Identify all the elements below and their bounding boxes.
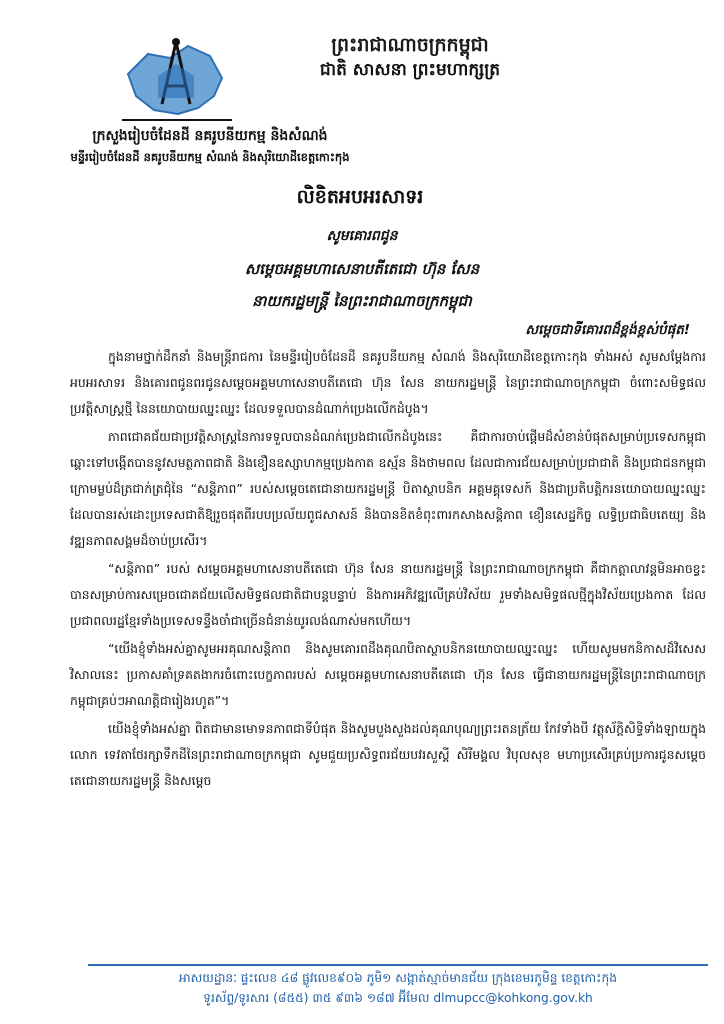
footer-contact: ទូរស័ព្ទ/ទូរសារ (៨៥៥) ៣៥ ៩៣៦ ១៨៧ អ៊ីមែល dlmupcc@kohkong.gov.kh <box>203 991 593 1005</box>
kingdom-heading: ព្រះរាជាណាចក្រកម្ពុជា <box>331 34 489 56</box>
body-paragraph: ក្នុងនាមថ្នាក់ដឹកនាំ និងមន្ត្រីរាជការ នៃមន្ទីររៀបចំដែនដី នគរូបនីយកម្ម សំណង់ និងសុរិយោដីខេត្តកោះកុង ទាំងអស់ សូមសម្តែងការអបអរសាទរ និងគោរពជូនពរជូនសម្តេចអគ្គមហាសេនាបតីតេជោ ហ៊ុន សែន នាយករដ្ឋមន្ត្រី នៃព្រះរាជាណាចក្រកម្ពុជា ចំពោះសមិទ្ធផលប្រវត្តិសាស្ត្រថ្មី នៃនយោបាយឈ្នះឈ្នះ ដែលទទួលបានដំណាក់ប្រេងលើកដំបូង។ <box>70 349 706 416</box>
ministry-name: ក្រសួងរៀបចំដែនដី នគរូបនីយកម្ម និងសំណង់ <box>92 128 328 144</box>
ministry-emblem-icon <box>118 34 236 126</box>
footer <box>88 968 708 1008</box>
document-title: លិខិតអបអរសាទរ <box>296 186 424 208</box>
footer-address: អាសយដ្ឋានៈ ផ្ទះលេខ ៤៨ ផ្លូវលេខ៩០៦ ភូមិ១ សង្កាត់ស្មាច់មានជ័យ ក្រុងខេមរភូមិន្ទ ខេត្តកោះកុង <box>179 971 617 985</box>
body-paragraph: ភាពជោគជ័យជាប្រវត្តិសាស្ត្រនៃការទទួលបានដំណក់ប្រេងជាលើកដំបូងនេះ គឺជាការចាប់ផ្តើមដ៏សំខាន់បំផុតសម្រាប់ប្រទេសកម្ពុជា ឆ្ពោះទៅបង្កើតបាននូវសមត្ថភាពជាតិ និងខឿនឧស្សាហកម្មប្រេងកាត ឧស្ម័ន និងថាមពល ដែលជាការជ័យសម្រាប់ប្រជាជាតិ និងប្រជាជនកម្ពុជា ក្រោមម្លប់ដ៏ត្រជាក់ត្រជុំនៃ “សន្តិភាព” របស់សម្តេចតេជោនាយករដ្ឋមន្ត្រី បិតាស្ថាបនិក អគ្គមគ្គុទេសក៍ និងជាប្រតិបត្តិករនយោបាយឈ្នះឈ្នះ ដែលបានរស់ដោះប្រទេសជាតិឱ្យរួចផុតពីរបបប្រល័យពូជសាសន៍ និងបានខិតខំពុះពារកសាងសន្តិភាព ខឿនសេដ្ឋកិច្ច លទ្ធិប្រជាធិបតេយ្យ និងវឌ្ឍនភាពសង្គមដ៏ចាប់ប្រសើរ។ <box>70 429 706 548</box>
department-name: មន្ទីររៀបចំដែនដី នគរូបនីយកម្ម សំណង់ និងសុរិយោដីខេត្តកោះកុង <box>70 150 350 164</box>
body-paragraph: យើងខ្ញុំទាំងអស់គ្នា ពិតជាមានមោទនភាពជាទីបំផុត និងសូមបួងសួងដល់គុណបុណ្យព្រះរតនត្រ័យ កែវទាំងបី វត្ថុស័ក្តិសិទ្ធិទាំងឡាយក្នុងលោក ទេវតាថែរក្សាទឹកដីនៃព្រះរាជាណាចក្រកម្ពុជា សូមជួយប្រសិទ្ធពរជ័យបវរសួស្តី សិរីមង្គល វិបុលសុខ មហាប្រសើរគ្រប់ប្រការជូនសម្តេចតេជោនាយករដ្ឋមន្ត្រី និងសម្តេច <box>70 721 706 788</box>
letter-body <box>70 344 706 796</box>
national-motto: ជាតិ សាសនា ព្រះមហាក្សត្រ <box>319 60 501 80</box>
recipient-title: នាយករដ្ឋមន្ត្រី នៃព្រះរាជាណាចក្រកម្ពុជា <box>252 292 472 310</box>
salutation: សម្តេចជាទីគោរពដ៏ខ្ពង់ខ្ពស់បំផុត! <box>525 322 690 338</box>
body-paragraph: “យើងខ្ញុំទាំងអស់គ្នាសូមអរគុណសន្តិភាព និងសូមគោរពដឹងគុណបិតាស្ថាបនិកនយោបាយឈ្នះឈ្នះ ហើយសូមមកនិកាសដ៏វិសេសវិសាលនេះ ប្រកាសគាំទ្រគតងាករចំពោះបេក្ខភាពរបស់ សម្តេចអគ្គមហាសេនាបតីតេជោ ហ៊ុន សែន ធ្វើជានាយករដ្ឋមន្ត្រីនៃព្រះរាជាណាចក្រកម្ពុជាគ្រប់ៗអាណត្តិជារៀងរហូត”។ <box>70 641 706 708</box>
recipient-name: សម្តេចអគ្គមហាសេនាបតីតេជោ ហ៊ុន សែន <box>244 260 480 278</box>
footer-divider <box>88 964 708 966</box>
body-paragraph: “សន្តិភាព” របស់ សម្តេចអគ្គមហាសេនាបតីតេជោ ហ៊ុន សែន នាយករដ្ឋមន្ត្រី នៃព្រះរាជាណាចក្រកម្ពុជា គឺជាកត្តាលាវន្តមិនអាចខ្វះបានសម្រាប់ការសម្រេចជោគជ័យលើសមិទ្ធផលជាតិជាបន្តបន្ទាប់ និងការអភិវឌ្ឍលើគ្រប់វិស័យ រួមទាំងសមិទ្ធផលថ្មីក្នុងវិស័យប្រេងកាត ដែលប្រជាពលរដ្ឋខ្មែរទាំងប្រទេសទន្ទឹងចាំជាច្រើនជំនាន់យូរលង់ណាស់មកហើយ។ <box>70 561 706 628</box>
recipient-intro: សូមគោរពជូន <box>326 228 398 244</box>
